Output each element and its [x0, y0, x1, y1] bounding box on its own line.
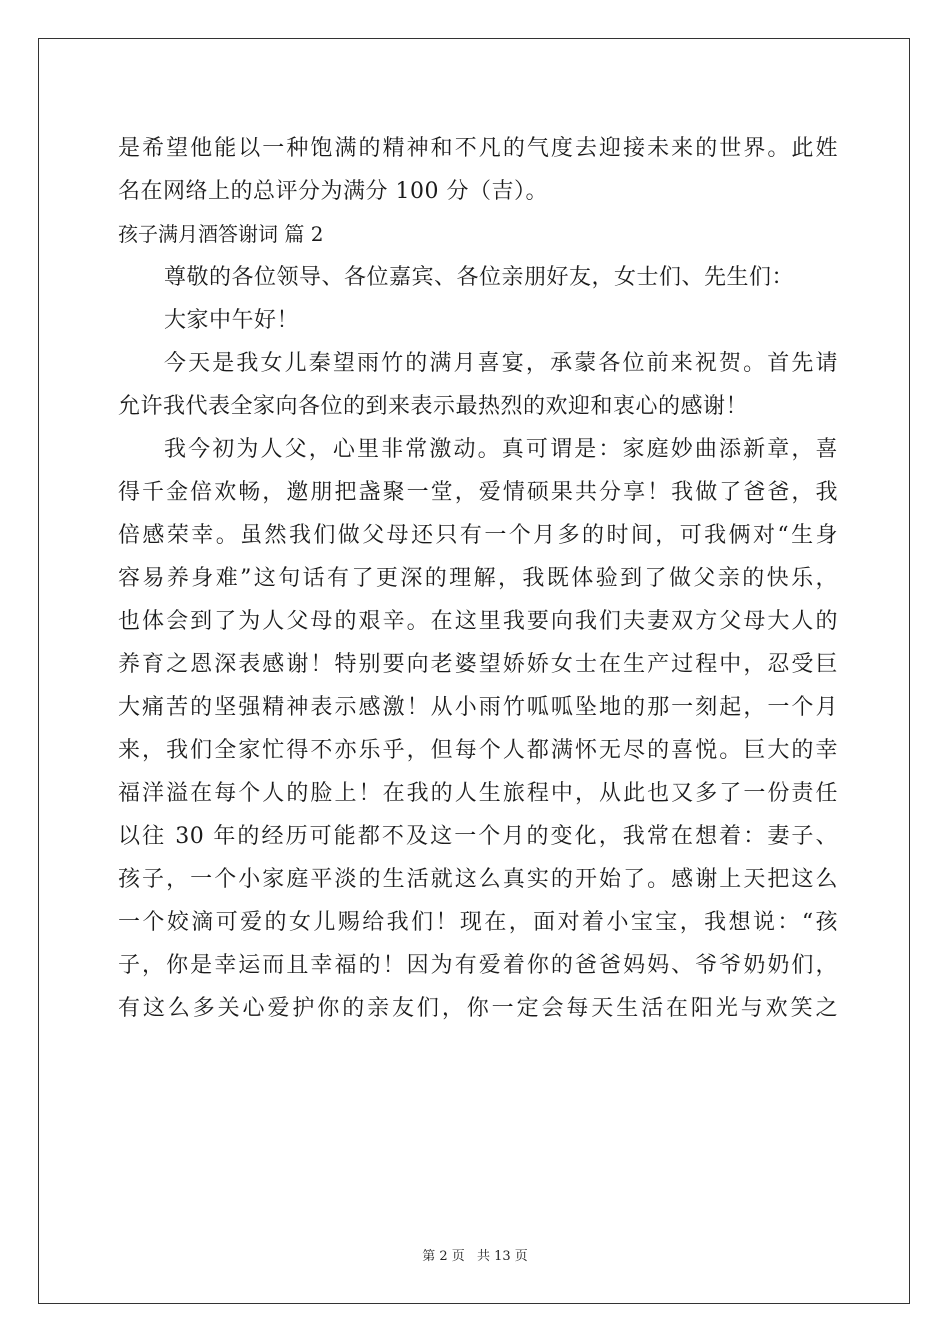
paragraph-line: 得千金倍欢畅，邀朋把盏聚一堂，爱情硕果共分享！我做了爸爸，我: [118, 480, 838, 505]
paragraph-line: 来，我们全家忙得不亦乐乎，但每个人都满怀无尽的喜悦。巨大的幸: [118, 738, 838, 763]
greeting: 大家中午好！: [164, 308, 300, 333]
paragraph-line: 有这么多关心爱护你的亲友们，你一定会每天生活在阳光与欢笑之: [118, 996, 838, 1021]
page-total: 共 13 页: [476, 1249, 528, 1264]
page-number: 第 2 页: [422, 1249, 465, 1264]
paragraph-line: 我今初为人父，心里非常激动。真可谓是：家庭妙曲添新章，喜: [164, 437, 838, 462]
paragraph-line: 倍感荣幸。虽然我们做父母还只有一个月多的时间，可我俩对“生身: [118, 523, 838, 548]
paragraph-line: 孩子，一个小家庭平淡的生活就这么真实的开始了。感谢上天把这么: [118, 867, 838, 892]
paragraph-line: 一个姣滴可爱的女儿赐给我们！现在，面对着小宝宝，我想说：“孩: [118, 910, 838, 935]
salutation: 尊敬的各位领导、各位嘉宾、各位亲朋好友，女士们、先生们：: [164, 265, 795, 290]
paragraph-line: 今天是我女儿秦望雨竹的满月喜宴，承蒙各位前来祝贺。首先请: [164, 351, 838, 376]
section-heading: 孩子满月酒答谢词 篇 2: [118, 222, 324, 246]
paragraph-line: 允许我代表全家向各位的到来表示最热烈的欢迎和衷心的感谢！: [118, 394, 749, 419]
text-line: 是希望他能以一种饱满的精神和不凡的气度去迎接未来的世界。此姓: [118, 136, 838, 161]
paragraph-line: 大痛苦的坚强精神表示感激！从小雨竹呱呱坠地的那一刻起，一个月: [118, 695, 838, 720]
paragraph-line: 以往 30 年的经历可能都不及这一个月的变化，我常在想着：妻子、: [118, 824, 838, 849]
paragraph-line: 子，你是幸运而且幸福的！因为有爱着你的爸爸妈妈、爷爷奶奶们，: [118, 953, 838, 978]
paragraph-line: 福洋溢在每个人的脸上！在我的人生旅程中，从此也又多了一份责任: [118, 781, 838, 806]
paragraph-line: 也体会到了为人父母的艰辛。在这里我要向我们夫妻双方父母大人的: [118, 609, 838, 634]
paragraph-line: 容易养身难”这句话有了更深的理解，我既体验到了做父亲的快乐，: [118, 566, 838, 591]
document-body: [118, 127, 838, 1030]
page-footer: [0, 1245, 950, 1264]
paragraph-line: 养育之恩深表感谢！特别要向老婆望娇娇女士在生产过程中，忍受巨: [118, 652, 838, 677]
text-line: 名在网络上的总评分为满分 100 分（吉）。: [118, 179, 548, 204]
